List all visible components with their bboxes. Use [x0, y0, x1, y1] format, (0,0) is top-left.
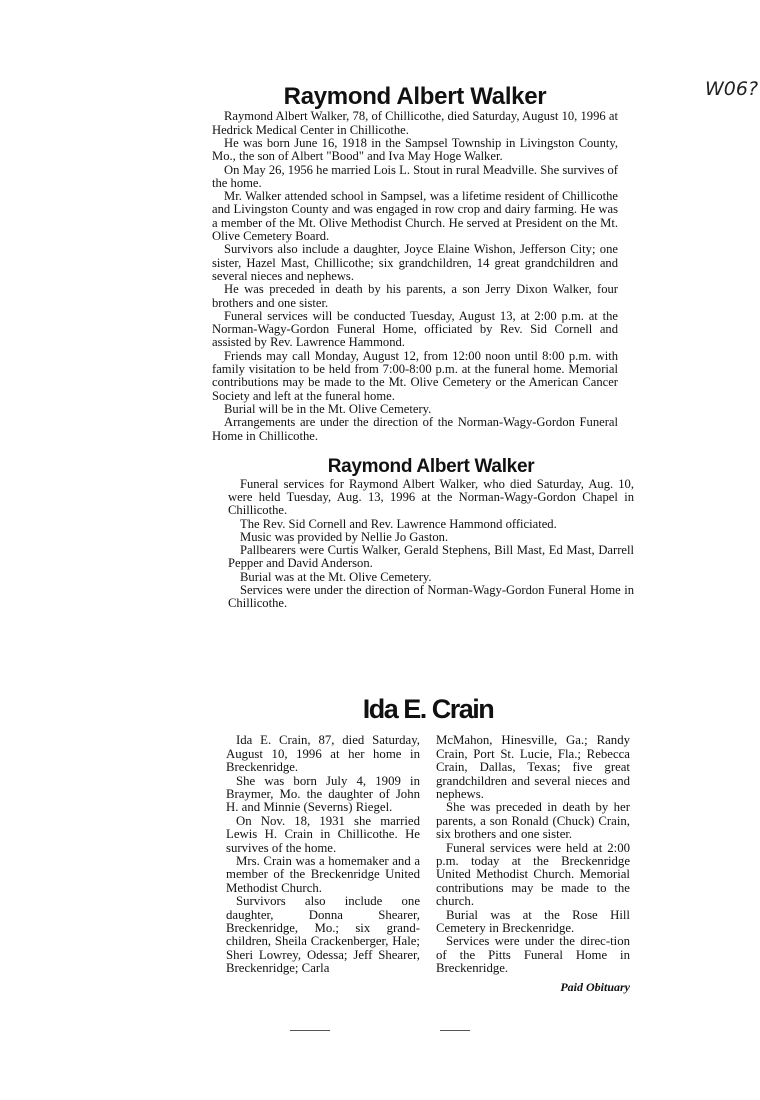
paragraph: Survivors also include a daughter, Joyce Elaine Wishon, Jefferson City; one sister, Hazel Mast, Chillicothe; six grandchildren, 14 great grandchildren and several nieces and nephews. — [212, 242, 618, 283]
scan-artifact-line — [290, 1030, 330, 1031]
paragraph: Burial was at the Mt. Olive Cemetery. — [240, 569, 432, 584]
paragraph: Services were under the direc-tion of the Pitts Funeral Home in Breckenridge. — [436, 934, 630, 976]
obituary-title: Ida E. Crain — [362, 693, 494, 724]
obituary-title: Raymond Albert Walker — [327, 455, 535, 477]
paragraph: Friends may call Monday, August 12, from 12:00 noon until 8:00 p.m. with family visitation to be held from 7:00-8:00 p.m. at the funeral home. Memorial contributions may be made to the Mt. Olive Cemetery or the American Cancer Society and left at the funeral home. — [212, 348, 618, 403]
handwritten-note: W06? — [705, 78, 759, 100]
obituary-right-column — [436, 734, 630, 993]
paragraph: On Nov. 18, 1931 she married Lewis H. Crain in Chillicothe. He survives of the home. — [226, 813, 420, 855]
paragraph: Burial will be in the Mt. Olive Cemetery. — [224, 401, 432, 416]
paragraph: Survivors also include one daughter, Donna Shearer, Breckenridge, Mo.; six grand-children, Sheila Crackenberger, Hale; Sheri Lowrey, Odessa; Jeff Shearer, Breckenridge; Carla — [226, 894, 420, 976]
paragraph: McMahon, Hinesville, Ga.; Randy Crain, Port St. Lucie, Fla.; Rebecca Crain, Dallas, Texas; five great grandchildren and several nieces and nephews. — [436, 733, 630, 801]
paid-obituary-label: Paid Obituary — [560, 979, 630, 994]
paragraph: Funeral services were held at 2:00 p.m. today at the Breckenridge United Methodist Church. Memorial contributions may be made to the church. — [436, 840, 630, 909]
paragraph: Services were under the direction of Norman-Wagy-Gordon Funeral Home in Chillicothe. — [228, 583, 634, 611]
obituary-2 — [228, 457, 634, 611]
obituary-3 — [226, 695, 630, 994]
paragraph: He was preceded in death by his parents, a son Jerry Dixon Walker, four brothers and one sister. — [212, 282, 618, 310]
title-wrap — [228, 457, 634, 478]
paragraph: On May 26, 1956 he married Lois L. Stout in rural Meadville. She survives of the home. — [212, 162, 618, 190]
title-wrap — [212, 84, 618, 110]
scan-artifacts — [0, 1024, 760, 1036]
paragraph: She was born July 4, 1909 in Braymer, Mo. the daughter of John H. and Minnie (Severns) Riegel. — [226, 773, 420, 815]
paragraph: Mr. Walker attended school in Sampsel, was a lifetime resident of Chillicothe and Livingston County and was engaged in row crop and dairy farming. He was a member of the Mt. Olive Methodist Church. He served at President on the Mt. Olive Cemetery Board. — [212, 189, 618, 244]
paragraph: Music was provided by Nellie Jo Gaston. — [240, 529, 449, 544]
obituary-1 — [212, 84, 618, 443]
scan-artifact-line — [440, 1030, 470, 1031]
paragraph: The Rev. Sid Cornell and Rev. Lawrence Hammond officiated. — [240, 516, 557, 531]
paragraph: He was born June 16, 1918 in the Sampsel Township in Livingston County, Mo., the son of Albert "Bood" and Iva May Hoge Walker. — [212, 135, 618, 164]
paragraph: Funeral services will be conducted Tuesday, August 13, at 2:00 p.m. at the Norman-Wagy-Gordon Funeral Home, officiated by Rev. Sid Cornell and assisted by Rev. Lawrence Hammond. — [212, 308, 618, 350]
obituary-body — [228, 478, 634, 611]
paragraph: She was preceded in death by her parents, a son Ronald (Chuck) Crain, six brothers and one sister. — [436, 800, 630, 842]
paragraph: Pallbearers were Curtis Walker, Gerald Stephens, Bill Mast, Ed Mast, Darrell Pepper and David Anderson. — [228, 543, 634, 571]
paragraph: Funeral services for Raymond Albert Walker, who died Saturday, Aug. 10, were held Tuesday, Aug. 13, 1996 at the Norman-Wagy-Gordon Chapel in Chillicothe. — [228, 476, 634, 518]
paragraph: Mrs. Crain was a homemaker and a member of the Breckenridge United Methodist Church. — [226, 854, 420, 895]
obituary-left-column — [226, 734, 420, 975]
paragraph: Raymond Albert Walker, 78, of Chillicothe, died Saturday, August 10, 1996 at Hedrick Medical Center in Chillicothe. — [212, 109, 618, 137]
columns — [226, 734, 630, 993]
obituary-body — [212, 110, 618, 442]
paragraph: Burial was at the Rose Hill Cemetery in Breckenridge. — [436, 907, 630, 936]
paragraph: Arrangements are under the direction of the Norman-Wagy-Gordon Funeral Home in Chillicothe. — [212, 415, 618, 443]
title-wrap — [226, 695, 630, 725]
paragraph: Ida E. Crain, 87, died Saturday, August 10, 1996 at her home in Breckenridge. — [226, 733, 420, 775]
obituary-title: Raymond Albert Walker — [283, 83, 547, 110]
